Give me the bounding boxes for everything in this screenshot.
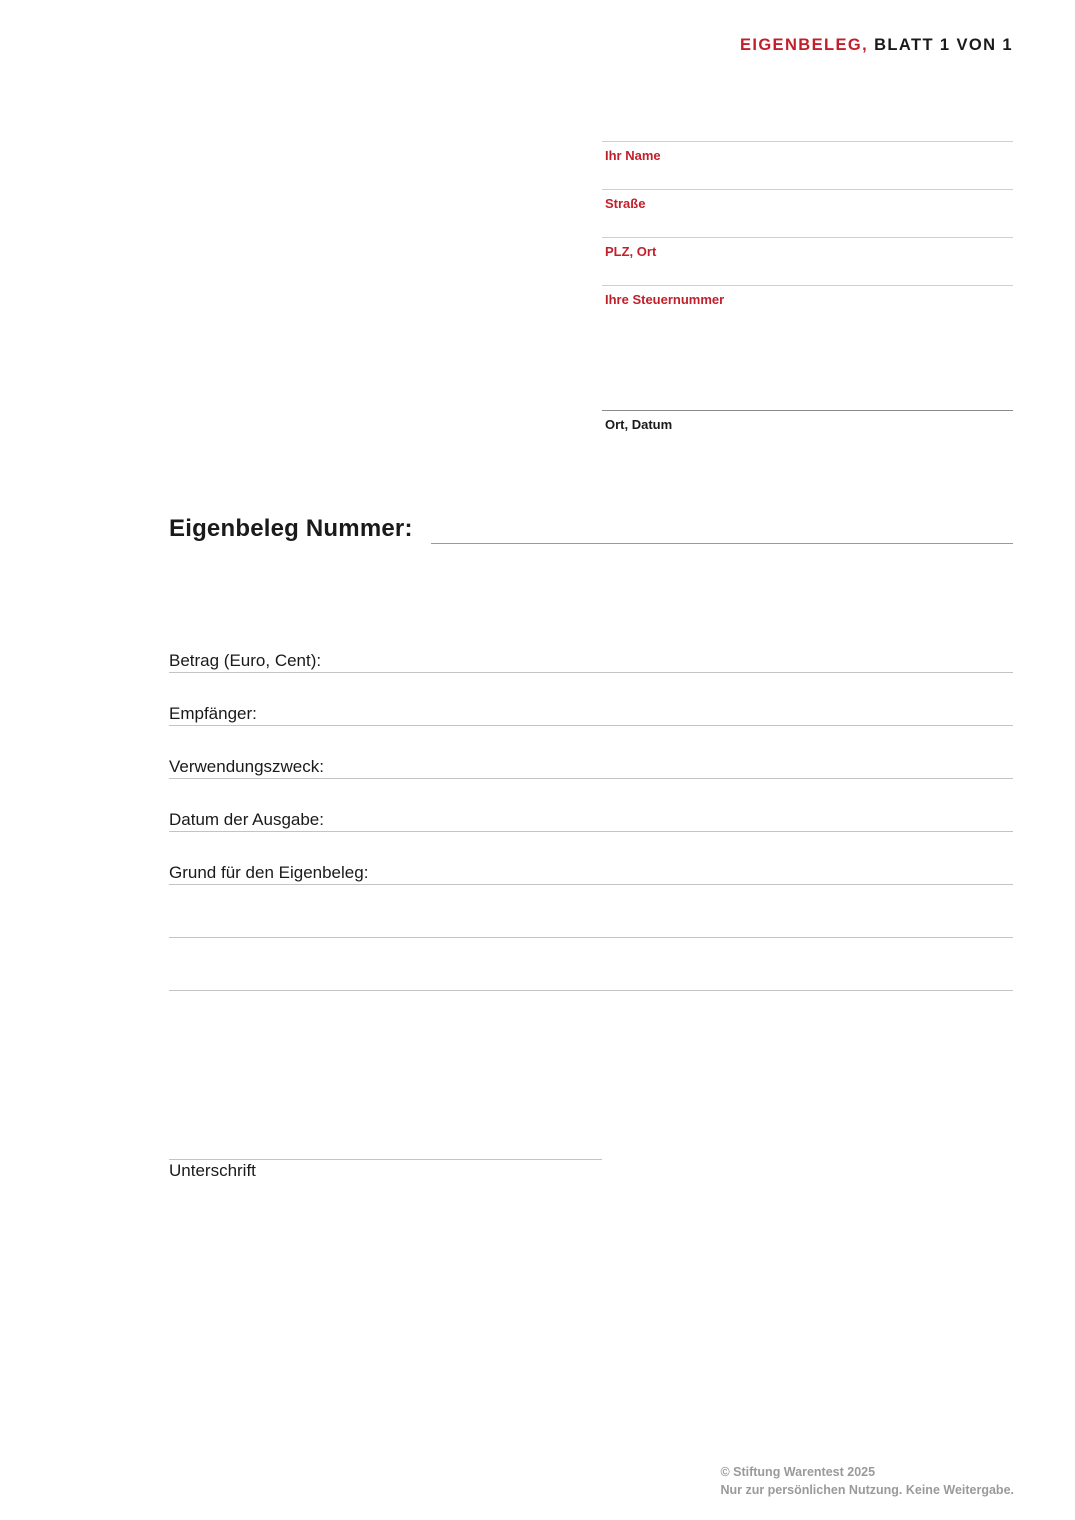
purpose-field[interactable]: [169, 726, 1013, 779]
purpose-label: Verwendungszweck:: [169, 757, 324, 776]
reason-label: Grund für den Eigenbeleg:: [169, 863, 369, 882]
reason-field[interactable]: [169, 832, 1013, 885]
reason-line-2[interactable]: [169, 885, 1013, 938]
expense-date-field[interactable]: [169, 779, 1013, 832]
header-title: EIGENBELEG,: [739, 36, 869, 54]
receipt-fields: [169, 620, 1013, 991]
zip-city-field[interactable]: [602, 237, 1013, 285]
street-label: Straße: [605, 196, 646, 211]
signature-label: Unterschrift: [169, 1161, 256, 1180]
name-field[interactable]: [602, 141, 1013, 189]
amount-label: Betrag (Euro, Cent):: [169, 651, 322, 670]
street-field[interactable]: [602, 189, 1013, 237]
receipt-number-field[interactable]: [431, 543, 1013, 544]
footer-notice: Nur zur persönlichen Nutzung. Keine Weitergabe.: [720, 1483, 1014, 1497]
zip-city-label: PLZ, Ort: [605, 244, 657, 259]
header-sheet-count: BLATT 1 VON 1: [874, 36, 1013, 54]
tax-number-label: Ihre Steuernummer: [605, 292, 725, 307]
sender-block: [602, 141, 1013, 365]
footer-copyright: © Stiftung Warentest 2025: [720, 1465, 876, 1479]
sheet-header: [740, 36, 1013, 55]
expense-date-label: Datum der Ausgabe:: [169, 810, 324, 829]
signature-field[interactable]: [169, 1159, 602, 1160]
amount-field[interactable]: [169, 620, 1013, 673]
place-date-label: Ort, Datum: [605, 417, 673, 432]
tax-number-field[interactable]: [602, 285, 1013, 365]
receipt-number-label: Eigenbeleg Nummer:: [169, 515, 413, 542]
place-date-field[interactable]: [602, 410, 1013, 432]
recipient-label: Empfänger:: [169, 704, 257, 723]
name-label: Ihr Name: [605, 148, 661, 163]
footer: [720, 1463, 1014, 1499]
recipient-field[interactable]: [169, 673, 1013, 726]
reason-line-3[interactable]: [169, 938, 1013, 991]
